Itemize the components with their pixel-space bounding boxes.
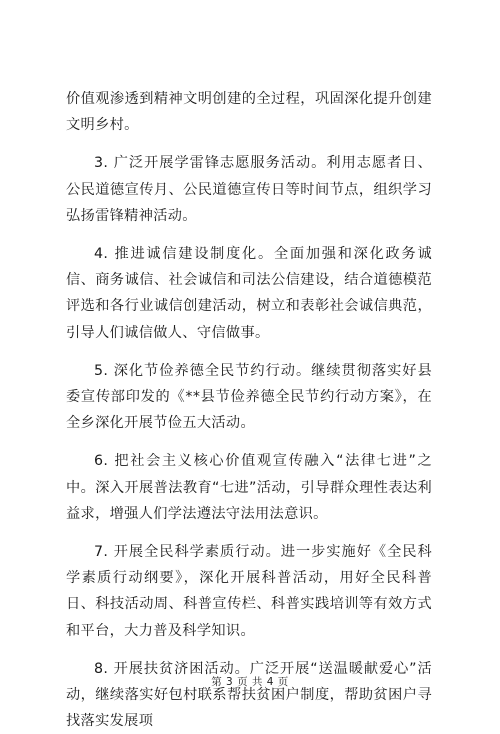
paragraph-item-5: 5. 深化节俭养德全民节约行动。继续贯彻落实好县委宣传部印发的《**县节俭养德全民节约行动方案》，在全乡深化开展节俭五大活动。 xyxy=(66,362,432,432)
paragraph-item-6: 6. 把社会主义核心价值观宣传融入“法律七进”之中。深入开展普法教育“七进”活动，引导群众理性表达利益求，增强人们学法遵法守法用法意识。 xyxy=(66,453,432,522)
paragraph-item-4: 4. 推进诚信建设制度化。全面加强和深化政务诚信、商务诚信、社会诚信和司法公信建设，结合道德模范评选和各行业诚信创建活动，树立和表彰社会诚信典范，引导人们诚信做人、守信做事。 xyxy=(66,246,432,341)
paragraph-item-8: 8. 开展扶贫济困活动。广泛开展“送温暖献爱心”活动，继续落实好包村联系帮扶贫困户制度，帮助贫困户寻找落实发展项 xyxy=(66,660,432,730)
document-body xyxy=(66,86,432,734)
paragraph-item-7: 7. 开展全民科学素质行动。进一步实施好《全民科学素质行动纲要》，深化开展科普活动，用好全民科普日、科技活动周、科普宣传栏、科普实践培训等有效方式和平台，大力普及科学知识。 xyxy=(66,544,432,639)
paragraph-item-3: 3. 广泛开展学雷锋志愿服务活动。利用志愿者日、公民道德宣传月、公民道德宣传日等时间节点，组织学习弘扬雷锋精神活动。 xyxy=(66,155,432,224)
paragraph-continuation: 价值观渗透到精神文明创建的全过程，巩固深化提升创建文明乡村。 xyxy=(66,91,432,134)
page-number-footer: 第 3 页 共 4 页 xyxy=(211,676,289,688)
